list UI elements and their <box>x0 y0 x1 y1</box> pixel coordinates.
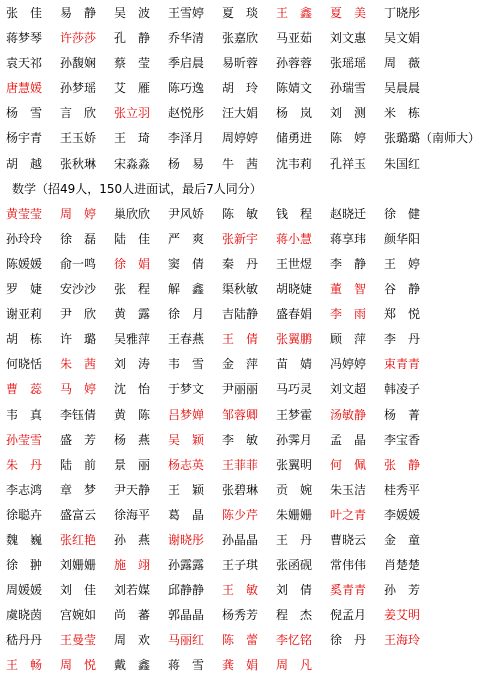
name-entry: 陈 敏 <box>222 206 259 221</box>
name-row <box>0 202 500 227</box>
highlighted-name: 邹蓉卿 <box>222 407 259 422</box>
highlighted-name: 曹 蕊 <box>6 382 43 397</box>
name-entry: 孙 芳 <box>384 583 421 598</box>
highlighted-name: 周 悦 <box>60 658 97 673</box>
highlighted-name: 马 婷 <box>60 382 97 397</box>
name-entry: 季启晨 <box>168 56 205 71</box>
name-entry: 程 杰 <box>276 608 313 623</box>
highlighted-name: 李 雨 <box>330 307 367 322</box>
name-entry: 刘文惠 <box>330 31 367 46</box>
name-entry: 乔华清 <box>168 31 205 46</box>
name-entry: 尹天静 <box>114 482 151 497</box>
name-entry: 杨 易 <box>168 156 205 171</box>
name-entry: 张嘉欣 <box>222 31 259 46</box>
name-entry: 尹丽丽 <box>222 382 259 397</box>
name-entry: 吴 波 <box>114 6 151 20</box>
name-row <box>0 26 500 51</box>
name-entry: 张函砚 <box>276 558 313 573</box>
name-row <box>0 51 500 76</box>
name-row <box>0 252 500 277</box>
name-entry: 蒋 雪 <box>168 658 205 673</box>
name-entry: 王 颖 <box>168 482 205 497</box>
name-entry: 黄 陈 <box>114 407 151 422</box>
name-entry: 金 萍 <box>222 357 259 372</box>
highlighted-name: 杨志英 <box>168 457 205 472</box>
name-entry: 杨宇青 <box>6 131 43 146</box>
name-entry: 米 栋 <box>384 106 421 121</box>
highlighted-name: 黄莹莹 <box>6 206 43 221</box>
name-entry: 杨秀芳 <box>222 608 259 623</box>
name-entry: 冯婷婷 <box>330 357 367 372</box>
name-entry: 尹风娇 <box>168 206 205 221</box>
name-row <box>0 478 500 503</box>
highlighted-name: 吕梦婵 <box>168 407 205 422</box>
name-entry: 王春燕 <box>168 332 205 347</box>
name-row <box>0 277 500 302</box>
highlighted-name: 王 鑫 <box>276 6 313 20</box>
highlighted-name: 束青青 <box>384 357 421 372</box>
name-row <box>0 603 500 628</box>
name-entry: 于梦文 <box>168 382 205 397</box>
name-entry: 徐 翀 <box>6 558 43 573</box>
name-entry: 吴晨晨 <box>384 81 421 96</box>
name-entry: 孙露露 <box>168 558 205 573</box>
name-entry: 陈巧逸 <box>168 81 205 96</box>
name-entry: 周 欢 <box>114 633 151 648</box>
highlighted-name: 奚青青 <box>330 583 367 598</box>
name-entry: 孙瑞雪 <box>330 81 367 96</box>
name-entry: 王世煜 <box>276 256 313 271</box>
name-entry: 景 丽 <box>114 457 151 472</box>
name-entry: 徐海平 <box>114 507 151 522</box>
name-entry: 郭晶晶 <box>168 608 205 623</box>
name-entry: 夏 琰 <box>222 6 259 20</box>
name-row <box>0 528 500 553</box>
highlighted-name: 王 畅 <box>6 658 43 673</box>
name-entry: 孙晶晶 <box>222 532 259 547</box>
name-entry: 渠秋敏 <box>222 282 259 297</box>
name-entry: 盛春娟 <box>276 307 313 322</box>
highlighted-name: 谢晓彤 <box>168 532 205 547</box>
name-entry: 韦 雪 <box>168 357 205 372</box>
name-row <box>0 126 500 151</box>
name-entry: 艾 雁 <box>114 81 151 96</box>
name-entry: 赵晓迁 <box>330 206 367 221</box>
name-entry: 王子琪 <box>222 558 259 573</box>
name-entry: 杨 菁 <box>384 407 421 422</box>
highlighted-name: 龚 娟 <box>222 658 259 673</box>
name-entry: 陈媛媛 <box>6 256 43 271</box>
name-entry: 桂秀平 <box>384 482 421 497</box>
name-entry: 刘文超 <box>330 382 367 397</box>
highlighted-name: 叶之青 <box>330 507 367 522</box>
name-entry: 马巧灵 <box>276 382 313 397</box>
name-entry: 宫婉如 <box>60 608 97 623</box>
highlighted-name: 汤敏静 <box>330 407 367 422</box>
name-row <box>0 352 500 377</box>
name-entry: 常伟伟 <box>330 558 367 573</box>
name-row <box>0 327 500 352</box>
name-entry: 孙霁月 <box>276 432 313 447</box>
name-entry: 沈 怡 <box>114 382 151 397</box>
name-entry: 赵悦彤 <box>168 106 205 121</box>
name-entry: 钱 程 <box>276 206 313 221</box>
name-entry: 蒋享玮 <box>330 231 367 246</box>
highlighted-name: 朱 茜 <box>60 357 97 372</box>
name-entry: 刘 佳 <box>60 583 97 598</box>
name-entry: 许 璐 <box>60 332 97 347</box>
name-row <box>0 578 500 603</box>
name-entry: 魏 巍 <box>6 532 43 547</box>
name-entry: 张秋琳 <box>60 156 97 171</box>
name-entry: 杨 雪 <box>6 106 43 121</box>
highlighted-name: 吴 颖 <box>168 432 205 447</box>
name-row <box>0 377 500 402</box>
name-entry: 解 鑫 <box>168 282 205 297</box>
name-entry: 张碧琳 <box>222 482 259 497</box>
name-entry: 孔祥玉 <box>330 156 367 171</box>
name-entry: 陆 前 <box>60 457 97 472</box>
name-entry: 肖楚楚 <box>384 558 421 573</box>
name-entry: 安沙沙 <box>60 282 97 297</box>
name-entry: 顾 萍 <box>330 332 367 347</box>
name-entry: 盛 芳 <box>60 432 97 447</box>
section-heading: 数学（招49人，150人进面试，最后7人同分） <box>12 181 262 196</box>
name-entry: 李宝香 <box>384 432 421 447</box>
name-entry: 巢欣欣 <box>114 206 151 221</box>
highlighted-name: 王曼莹 <box>60 633 97 648</box>
name-entry: 刘 倩 <box>276 583 313 598</box>
name-entry: 言 欣 <box>60 106 97 121</box>
highlighted-name: 马丽红 <box>168 633 205 648</box>
highlighted-name: 陈 蕾 <box>222 633 259 648</box>
name-entry: 孙玲玲 <box>6 231 43 246</box>
name-entry: 孙梦瑶 <box>60 81 97 96</box>
name-entry: 俞一鸣 <box>60 256 97 271</box>
highlighted-name: 董 智 <box>330 282 367 297</box>
highlighted-name: 张立羽 <box>114 106 151 121</box>
name-entry: 曹晓云 <box>330 532 367 547</box>
name-row <box>0 227 500 252</box>
name-entry: 谷 静 <box>384 282 421 297</box>
name-entry: 胡 玲 <box>222 81 259 96</box>
highlighted-name: 徐 娟 <box>114 256 151 271</box>
name-entry: 章 梦 <box>60 482 97 497</box>
highlighted-name: 何 佩 <box>330 457 367 472</box>
name-entry: 黄 露 <box>114 307 151 322</box>
name-row <box>0 453 500 478</box>
name-entry: 张 佳 <box>6 6 43 20</box>
name-entry: 严 爽 <box>168 231 205 246</box>
name-entry: 丁晓彤 <box>384 6 421 20</box>
name-entry: 虞晓茵 <box>6 608 43 623</box>
name-entry: 孙蓉蓉 <box>276 56 313 71</box>
name-entry: 李泽月 <box>168 131 205 146</box>
name-entry: 刘若媒 <box>114 583 151 598</box>
name-entry: 孙 燕 <box>114 532 151 547</box>
name-entry: 刘 涛 <box>114 357 151 372</box>
name-row <box>0 503 500 528</box>
name-entry: 王雪婷 <box>168 6 205 20</box>
name-entry: 蒋梦琴 <box>6 31 43 46</box>
highlighted-name: 朱 丹 <box>6 457 43 472</box>
name-entry: 周婷婷 <box>222 131 259 146</box>
name-entry: 储勇进 <box>276 131 313 146</box>
name-row <box>0 628 500 653</box>
highlighted-name: 夏 美 <box>330 6 367 20</box>
name-entry: 沈韦莉 <box>276 156 313 171</box>
name-entry: 颜华阳 <box>384 231 421 246</box>
highlighted-name: 张 静 <box>384 457 421 472</box>
name-entry: 周媛媛 <box>6 583 43 598</box>
highlighted-name: 唐慧媛 <box>6 81 43 96</box>
name-entry: 孔 静 <box>114 31 151 46</box>
name-entry: 胡 越 <box>6 156 43 171</box>
name-entry: 孟 晶 <box>330 432 367 447</box>
name-entry: 牛 茜 <box>222 156 259 171</box>
name-entry: 张翼明 <box>276 457 313 472</box>
name-entry: 宋淼淼 <box>114 156 151 171</box>
name-entry: 张 程 <box>114 282 151 297</box>
name-entry: 孙馥娴 <box>60 56 97 71</box>
name-entry: 嵇丹丹 <box>6 633 43 648</box>
name-row <box>0 177 500 202</box>
name-entry: 戴 鑫 <box>114 658 151 673</box>
highlighted-name: 孙莹雪 <box>6 432 43 447</box>
name-entry: 谢亚莉 <box>6 307 43 322</box>
highlighted-name: 王菲菲 <box>222 457 259 472</box>
name-row <box>0 152 500 177</box>
highlighted-name: 张红艳 <box>60 532 97 547</box>
name-entry: 倪孟月 <box>330 608 367 623</box>
name-entry: 马亚茹 <box>276 31 313 46</box>
name-entry: 张瑶瑶 <box>330 56 367 71</box>
name-entry: 朱国红 <box>384 156 421 171</box>
name-entry: 邱静静 <box>168 583 205 598</box>
name-row <box>0 653 500 678</box>
name-entry: 吴文娟 <box>384 31 421 46</box>
name-entry: 朱姗姗 <box>276 507 313 522</box>
name-entry: 李志鸿 <box>6 482 43 497</box>
name-entry: 杨 岚 <box>276 106 313 121</box>
name-entry: 贡 婉 <box>276 482 313 497</box>
name-entry: 李 静 <box>330 256 367 271</box>
name-entry: 王 婷 <box>384 256 421 271</box>
name-row <box>0 428 500 453</box>
highlighted-name: 王海玲 <box>384 633 421 648</box>
name-entry: 袁天祁 <box>6 56 43 71</box>
name-entry: 何晓恬 <box>6 357 43 372</box>
name-entry: 陆 佳 <box>114 231 151 246</box>
name-entry: 李 敏 <box>222 432 259 447</box>
name-entry: 王梦霍 <box>276 407 313 422</box>
name-entry: 刘姗姗 <box>60 558 97 573</box>
name-entry: 易 静 <box>60 6 97 20</box>
name-entry: 胡 栋 <box>6 332 43 347</box>
name-entry: 蔡 莹 <box>114 56 151 71</box>
name-entry: 盛富云 <box>60 507 97 522</box>
name-entry: 陈婧文 <box>276 81 313 96</box>
highlighted-name: 姜艾明 <box>384 608 421 623</box>
name-entry: 李钰倩 <box>60 407 97 422</box>
name-row <box>0 403 500 428</box>
highlighted-name: 张翼鹏 <box>276 332 313 347</box>
name-entry: 韦 真 <box>6 407 43 422</box>
name-entry: 周 薇 <box>384 56 421 71</box>
name-entry: 吴雅萍 <box>114 332 151 347</box>
name-entry: 尹 欣 <box>60 307 97 322</box>
highlighted-name: 王 敏 <box>222 583 259 598</box>
highlighted-name: 周 婷 <box>60 206 97 221</box>
name-entry: 苗 婧 <box>276 357 313 372</box>
name-row <box>0 101 500 126</box>
name-entry: 徐 月 <box>168 307 205 322</box>
name-entry: 刘 测 <box>330 106 367 121</box>
name-entry: 陈 婷 <box>330 131 367 146</box>
name-entry: 王 琦 <box>114 131 151 146</box>
highlighted-name: 张新宇 <box>222 231 259 246</box>
name-entry: 秦 丹 <box>222 256 259 271</box>
name-entry: 胡晓婕 <box>276 282 313 297</box>
highlighted-name: 陈少芹 <box>222 507 259 522</box>
name-entry: 韩凌子 <box>384 382 421 397</box>
name-entry: 王 丹 <box>276 532 313 547</box>
name-entry: 金 童 <box>384 532 421 547</box>
name-entry: 尚 蕃 <box>114 608 151 623</box>
name-entry: 张璐璐（南师大） <box>384 131 481 146</box>
name-entry: 葛 晶 <box>168 507 205 522</box>
name-entry: 郑 悦 <box>384 307 421 322</box>
name-entry: 朱玉洁 <box>330 482 367 497</box>
name-row <box>0 1 500 26</box>
highlighted-name: 许莎莎 <box>60 31 97 46</box>
name-entry: 徐聪卉 <box>6 507 43 522</box>
highlighted-name: 蒋小慧 <box>276 231 313 246</box>
name-entry: 罗 婕 <box>6 282 43 297</box>
name-entry: 杨 燕 <box>114 432 151 447</box>
name-entry: 李 丹 <box>384 332 421 347</box>
name-row <box>0 76 500 101</box>
highlighted-name: 周 凡 <box>276 658 313 673</box>
name-row <box>0 553 500 578</box>
name-entry: 徐 健 <box>384 206 421 221</box>
name-entry: 窦 倩 <box>168 256 205 271</box>
name-entry: 徐 丹 <box>330 633 367 648</box>
name-entry: 吉陆静 <box>222 307 259 322</box>
name-row <box>0 302 500 327</box>
highlighted-name: 李忆铭 <box>276 633 313 648</box>
name-entry: 汪大娟 <box>222 106 259 121</box>
name-entry: 徐 磊 <box>60 231 97 246</box>
name-entry: 李媛媛 <box>384 507 421 522</box>
highlighted-name: 王 倩 <box>222 332 259 347</box>
name-entry: 易昕蓉 <box>222 56 259 71</box>
highlighted-name: 施 翊 <box>114 558 151 573</box>
name-entry: 王玉娇 <box>60 131 97 146</box>
